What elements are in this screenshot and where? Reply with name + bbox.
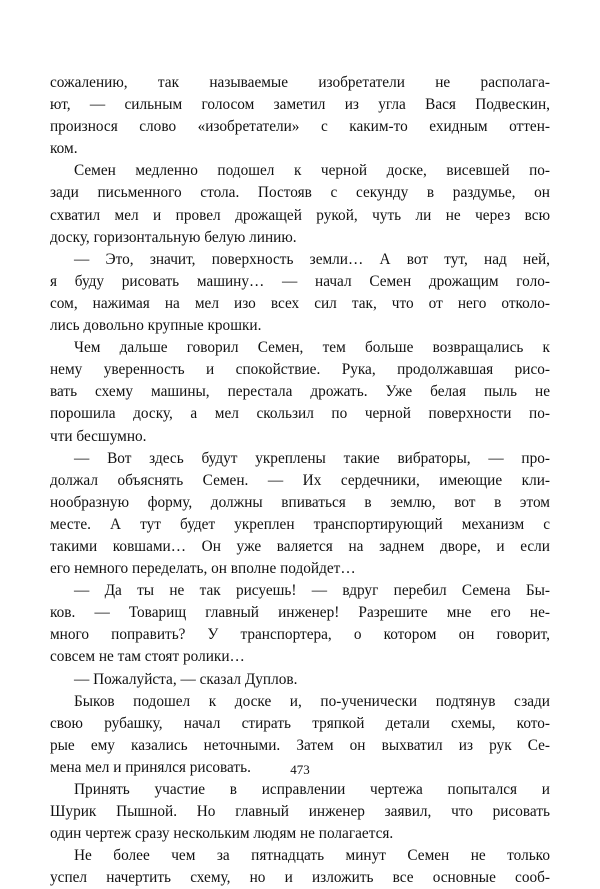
paragraph bbox=[50, 249, 550, 337]
text-line: ков. — Товарищ главный инженер! Разрешите мне его не- bbox=[50, 604, 550, 622]
paragraph bbox=[50, 779, 550, 845]
text-line: произнося слово «изобретатели» с каким-то ехидным оттен- bbox=[50, 118, 550, 136]
text-line: мена мел и принялся рисовать. bbox=[50, 758, 251, 776]
text-line: такими ковшами… Он уже валяется на заднем дворе, и если bbox=[50, 537, 550, 555]
text-line: успел начертить схему, но и изложить все основные сооб- bbox=[50, 869, 550, 887]
text-line: один чертеж сразу нескольким людям не полагается. bbox=[50, 825, 394, 843]
text-line: Чем дальше говорил Семен, тем больше возвращались к bbox=[74, 339, 550, 357]
text-line: совсем не там стоят ролики… bbox=[50, 648, 245, 666]
text-line: схватил мел и провел дрожащей рукой, чуть ли не через всю bbox=[50, 206, 550, 224]
text-line: нообразную форму, должны впиваться в землю, вот в этом bbox=[50, 493, 550, 511]
text-line: свою рубашку, начал стирать тряпкой детали схемы, кото- bbox=[50, 714, 550, 732]
text-line: месте. А тут будет укреплен транспортирующий механизм с bbox=[50, 515, 550, 533]
text-line: сом, нажимая на мел изо всех сил так, что от него отколо- bbox=[50, 294, 550, 312]
text-line: зади письменного стола. Постояв с секунду в раздумье, он bbox=[50, 184, 550, 202]
text-line: я буду рисовать машину… — начал Семен дрожащим голо- bbox=[50, 272, 550, 290]
text-line: — Да ты не так рисуешь! — вдруг перебил Семена Бы- bbox=[74, 582, 550, 600]
page-number: 473 bbox=[290, 762, 310, 777]
paragraph bbox=[50, 669, 550, 691]
text-line: чти бесшумно. bbox=[50, 427, 147, 445]
text-line: Семен медленно подошел к черной доске, висевшей по- bbox=[74, 162, 550, 180]
paragraph bbox=[50, 160, 550, 248]
text-line: лись довольно крупные крошки. bbox=[50, 317, 262, 335]
text-line: ком. bbox=[50, 140, 78, 158]
text-line: нему уверенность и спокойствие. Рука, продолжавшая рисо- bbox=[50, 361, 550, 379]
text-line: — Пожалуйста, — сказал Дуплов. bbox=[74, 670, 298, 688]
text-line: Не более чем за пятнадцать минут Семен не только bbox=[74, 847, 550, 865]
text-line: много поправить? У транспортера, о котором он говорит, bbox=[50, 626, 550, 644]
text-line: порошила доску, а мел скользил по черной поверхности по- bbox=[50, 405, 550, 423]
text-line: Шурик Пышной. Но главный инженер заявил, что рисовать bbox=[50, 803, 550, 821]
text-line: — Это, значит, поверхность земли… А вот тут, над ней, bbox=[74, 250, 550, 268]
text-line: его немного переделать, он вполне подойдет… bbox=[50, 560, 356, 578]
text-line: вать схему машины, перестала дрожать. Уже белая пыль не bbox=[50, 383, 550, 401]
text-line: ют, — сильным голосом заметил из угла Вася Подвескин, bbox=[50, 96, 550, 114]
text-line: должал объяснять Семен. — Их сердечники, имеющие кли- bbox=[50, 471, 550, 489]
text-line: сожалению, так называемые изобретатели не располага- bbox=[50, 74, 550, 91]
text-line: Быков подошел к доске и, по-ученически подтянув сзади bbox=[74, 692, 550, 710]
paragraph bbox=[50, 448, 550, 581]
paragraph bbox=[50, 337, 550, 447]
text-line: Принять участие в исправлении чертежа попытался и bbox=[74, 781, 550, 798]
text-line: — Вот здесь будут укреплены такие вибраторы, — про- bbox=[74, 449, 550, 467]
paragraph bbox=[50, 72, 550, 160]
paragraph bbox=[50, 580, 550, 668]
text-line: доску, горизонтальную белую линию. bbox=[50, 228, 297, 246]
text-line: рые ему казались неточными. Затем он выхватил из рук Се- bbox=[50, 736, 550, 754]
